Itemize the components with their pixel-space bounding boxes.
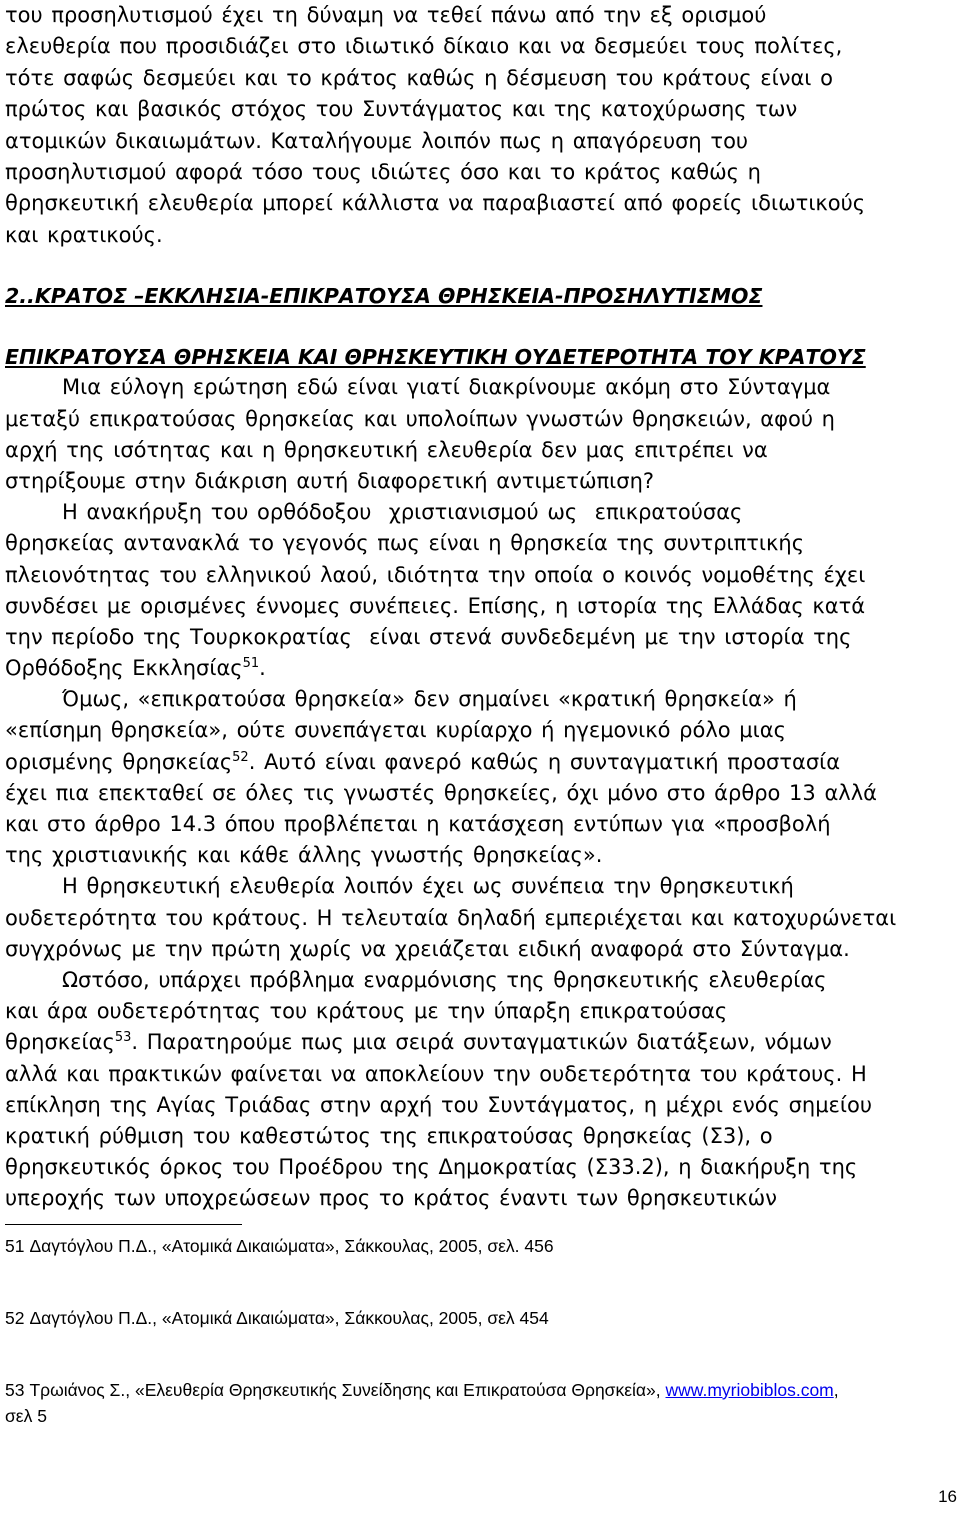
footnote-reference: 51 [242,656,260,672]
text-line: ατομικών δικαιωμάτων. Καταλήγουμε λοιπόν πως η απαγόρευση του [5,128,749,153]
main-text [5,372,955,1214]
text-line: θρησκείας αντανακλά το γεγονός πως είναι η θρησκεία της συντριπτικής [5,531,805,556]
footnotes [5,1233,955,1476]
text-line: κρατική ρύθμιση του καθεστώτος της επικρατούσας θρησκείας (Σ3), ο [5,1123,773,1148]
footnote-reference: 52 [232,749,249,765]
text-line [5,747,955,778]
text-line: Η ανακήρυξη του ορθόδοξου χριστιανισμού ως επικρατούσας [62,500,743,525]
footnote-52 [5,1305,955,1332]
footnote-number: 53 [5,1379,25,1400]
text-line: αλλά και πρακτικών φαίνεται να αποκλείουν την ουδετερότητα του κράτους. Η [5,1061,867,1086]
footnote-continuation: σελ 5 [5,1406,47,1427]
intro-paragraph [5,0,955,251]
text-line: θρησκευτική ελευθερία μπορεί κάλλιστα να παραβιαστεί από φορείς ιδιωτικούς [5,191,866,216]
text-line: επίκληση της Αγίας Τριάδας στην αρχή του Συντάγματος, η μέχρι ενός σημείου [5,1092,873,1117]
line-text: ορισμένης θρησκείας [5,749,233,774]
text-line: και άρα ουδετερότητας του κράτους με την ύπαρξη επικρατούσας [5,999,728,1024]
line-text: θρησκείας [5,1030,115,1055]
text-line: και κρατικούς. [5,222,163,247]
line-text: Ορθόδοξης Εκκλησίας [5,656,243,681]
footnote-text: Δαγτόγλου Π.Δ., «Ατομικά Δικαιώματα», Σάκκουλας, 2005, σελ. 456 [29,1235,554,1256]
footnote-line [5,1377,955,1404]
line-text: . [259,656,266,681]
paragraph [5,684,955,871]
paragraph [5,497,955,684]
text-line [5,653,955,684]
text-line: έχει πια επεκταθεί σε όλες τις γνωστές θρησκείες, όχι μόνο στο άρθρο 13 αλλά [5,780,877,805]
text-line: συγχρόνως με την πρώτη χωρίς να χρειάζεται ειδική αναφορά στο Σύνταγμα. [5,936,850,961]
footnote-53 [5,1377,955,1430]
text-line: την περίοδο της Τουρκοκρατίας είναι στενά συνδεδεμένη με την ιστορία της [5,624,852,649]
text-line: του προσηλυτισμού έχει τη δύναμη να τεθεί πάνω από την εξ ορισμού [5,3,767,27]
subsection-heading: ΕΠΙΚΡΑΤΟΥΣΑ ΘΡΗΣΚΕΙΑ ΚΑΙ ΘΡΗΣΚΕΥΤΙΚΗ ΟΥΔΕΤΕΡΟΤΗΤΑ ΤΟΥ ΚΡΑΤΟΥΣ [5,344,866,369]
section-heading: 2..ΚΡΑΤΟΣ –ΕΚΚΛΗΣΙΑ-ΕΠΙΚΡΑΤΟΥΣΑ ΘΡΗΣΚΕΙΑ-ΠΡΟΣΗΛΥΤΙΣΜΟΣ [5,283,763,308]
footnote-line [5,1233,955,1260]
footnote-text: Δαγτόγλου Π.Δ., «Ατομικά Δικαιώματα», Σάκκουλας, 2005, σελ 454 [29,1307,549,1328]
text-line: ελευθερία που προσιδιάζει στο ιδιωτικό δίκαιο και να δεσμεύει τους πολίτες, [5,34,843,59]
text-line: στηρίξουμε στην διάκριση αυτή διαφορετική αντιμετώπιση? [5,468,655,493]
text-line: Μια εύλογη ερώτηση εδώ είναι γιατί διακρίνουμε ακόμη στο Σύνταγμα [62,375,831,400]
text-line: τότε σαφώς δεσμεύει και το κράτος καθώς η δέσμευση του κράτους είναι ο [5,65,833,90]
text-line: συνδέσει με ορισμένες έννομες συνέπειες. Επίσης, η ιστορία της Ελλάδας κατά [5,593,866,618]
text-line [5,1027,955,1058]
text-line: πλειονότητας του ελληνικού λαού, ιδιότητα την οποία ο κοινός νομοθέτης έχει [5,562,866,587]
text-line: Η θρησκευτική ελευθερία λοιπόν έχει ως συνέπεια την θρησκευτική [62,874,794,899]
footnote-number: 51 [5,1235,25,1256]
footnote-reference: 53 [114,1030,132,1046]
text-line: της χριστιανικής και κάθε άλλης γνωστής θρησκείας». [5,843,603,868]
line-text: . Αυτό είναι φανερό καθώς η συνταγματική προστασία [248,749,841,774]
text-line: «επίσημη θρησκεία», ούτε συνεπάγεται κυρίαρχο ή ηγεμονικό ρόλο μιας [5,718,786,743]
footnote-number: 52 [5,1307,25,1328]
text-line: και στο άρθρο 14.3 όπου προβλέπεται η κατάσχεση εντύπων για «προσβολή [5,812,831,837]
paragraph [5,871,955,965]
footnote-text: Τρωιάνος Σ., «Ελευθερία Θρησκευτικής Συνείδησης και Επικρατούσα Θρησκεία», [29,1379,666,1400]
text-line: ουδετερότητα του κράτους. Η τελευταία δηλαδή εμπεριέχεται και κατοχυρώνεται [5,905,897,930]
text-line: προσηλυτισμού αφορά τόσο τους ιδιώτες όσο και το κράτος καθώς η [5,159,761,184]
page-number: 16 [938,1487,957,1506]
footnote-text: , [833,1379,839,1400]
text-line: αρχή της ισότητας και η θρησκευτική ελευθερία δεν μας επιτρέπει να [5,437,768,462]
footnote-separator [5,1224,242,1225]
text-line: υπεροχής των υποχρεώσεων προς το κράτος έναντι των θρησκευτικών [5,1186,777,1211]
paragraph [5,965,955,1215]
footnote-link[interactable]: www.myriobiblos.com [665,1379,834,1400]
text-line: Όμως, «επικρατούσα θρησκεία» δεν σημαίνει «κρατική θρησκεία» ή [62,687,797,712]
text-line: πρώτος και βασικός στόχος του Συντάγματος και της κατοχύρωσης των [5,97,798,122]
footnote-51 [5,1233,955,1260]
footnote-line [5,1305,955,1332]
text-line: Ωστόσο, υπάρχει πρόβλημα εναρμόνισης της θρησκευτικής ελευθερίας [62,967,827,992]
paragraph [5,372,955,497]
text-line: θρησκευτικός όρκος του Προέδρου της Δημοκρατίας (Σ33.2), η διακήρυξη της [5,1155,858,1180]
text-line: μεταξύ επικρατούσας θρησκείας και υπολοίπων γνωστών θρησκειών, αφού η [5,406,835,431]
line-text: . Παρατηρούμε πως μια σειρά συνταγματικών διατάξεων, νόμων [131,1030,832,1055]
